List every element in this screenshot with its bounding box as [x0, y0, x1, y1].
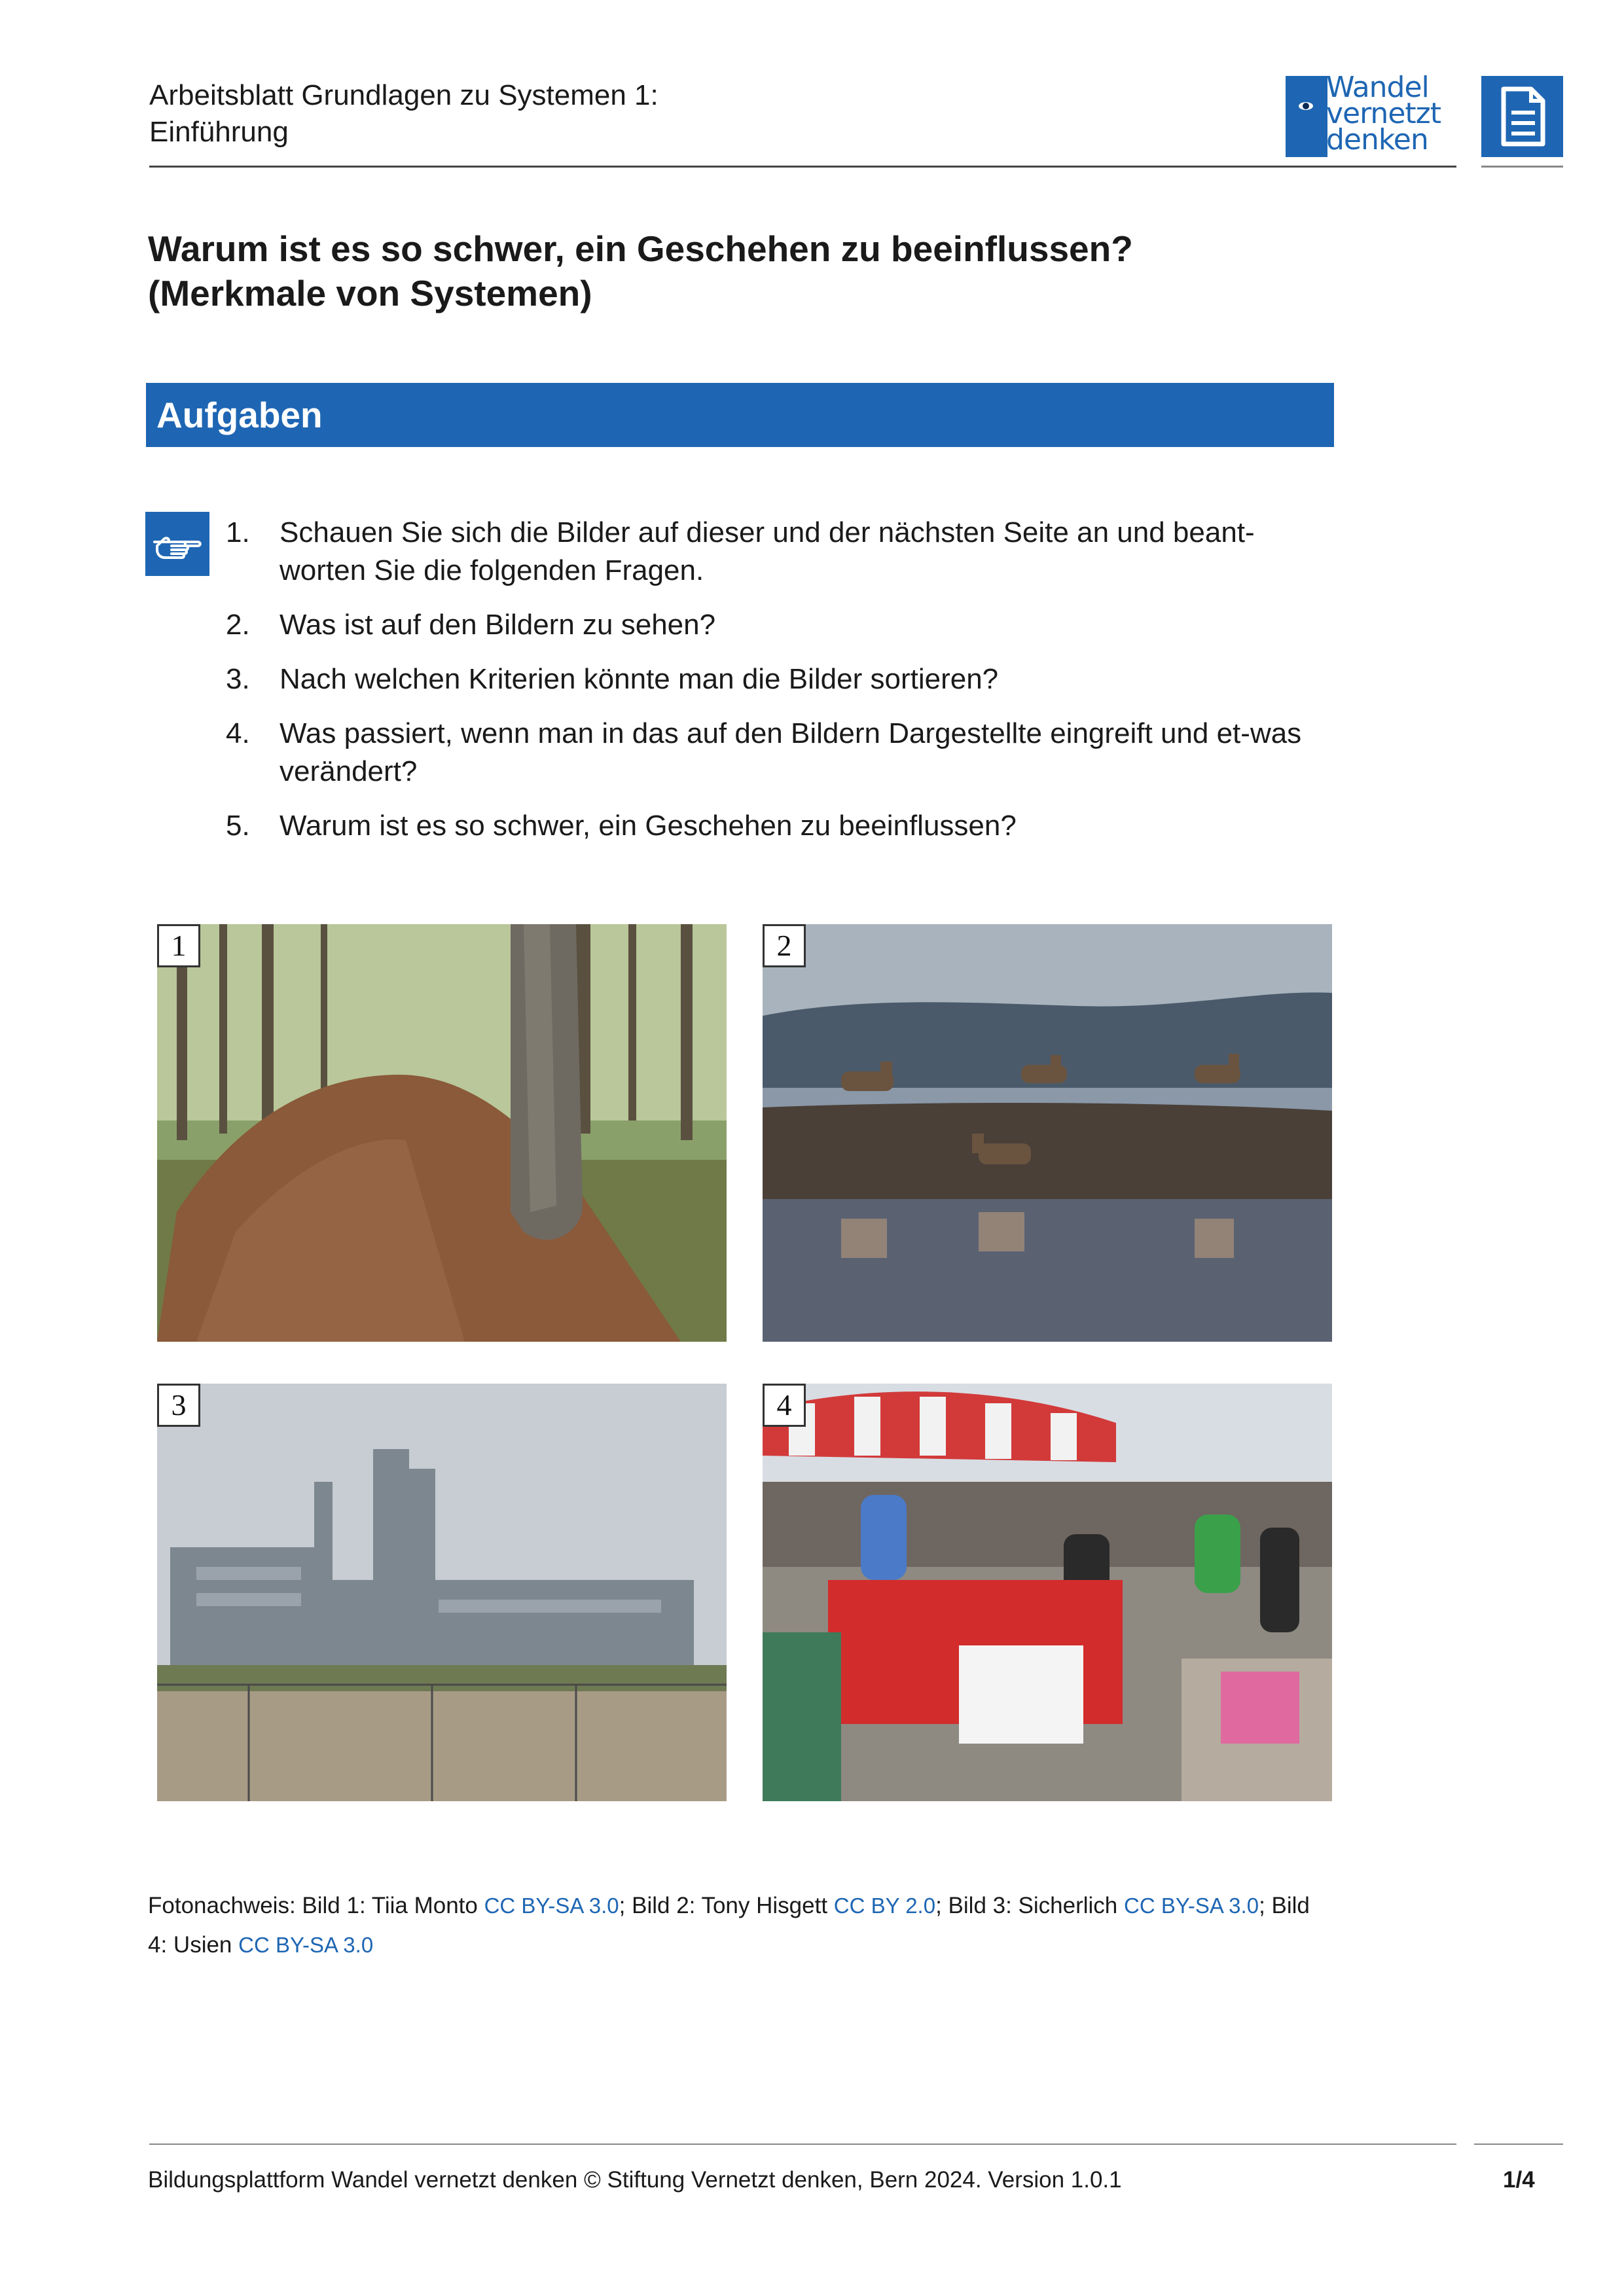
photo-label: 2	[763, 924, 806, 967]
task-item	[226, 715, 1312, 791]
task-list	[226, 514, 1312, 861]
photo-market	[763, 1384, 1332, 1801]
task-text: Was passiert, wenn man in das auf den Bildern Dargestellte eingreift und et-was verändert?	[280, 717, 1302, 787]
page-number: 1/4	[1503, 2167, 1535, 2193]
footer-divider-right	[1474, 2144, 1563, 2145]
photo-label: 4	[763, 1384, 806, 1427]
footer-divider	[149, 2144, 1456, 2145]
task-text: Warum ist es so schwer, ein Geschehen zu beeinflussen?	[280, 810, 1017, 842]
headline-line2: (Merkmale von Systemen)	[148, 273, 592, 314]
logo-text	[1326, 71, 1441, 156]
document-icon	[1481, 76, 1563, 157]
task-number: 3.	[226, 663, 250, 695]
license-link-3[interactable]: CC BY-SA 3.0	[1124, 1893, 1259, 1918]
task-text: Was ist auf den Bildern zu sehen?	[280, 609, 716, 641]
document-title-line1: Arbeitsblatt Grundlagen zu Systemen 1:	[149, 79, 659, 111]
task-text: Schauen Sie sich die Bilder auf dieser und der nächsten Seite an und beant-worten Sie die folgenden Fragen.	[280, 516, 1255, 586]
pointing-hand-icon	[145, 512, 209, 576]
credits-prefix: Fotonachweis: Bild 1: Tiia Monto	[148, 1893, 484, 1918]
document-title-line2: Einführung	[149, 116, 289, 148]
task-item	[226, 514, 1312, 590]
document-title	[149, 77, 1131, 151]
eye-icon	[1299, 102, 1313, 110]
header-divider	[149, 166, 1456, 168]
task-item	[226, 660, 1312, 698]
photo-factory	[157, 1384, 727, 1801]
photo-label: 3	[157, 1384, 200, 1427]
footer-text: Bildungsplattform Wandel vernetzt denken © Stiftung Vernetzt denken, Bern 2024. Version 1.0.1	[148, 2167, 1122, 2193]
task-text: Nach welchen Kriterien könnte man die Bilder sortieren?	[280, 663, 999, 695]
task-item	[226, 606, 1312, 644]
logo-line3: denken	[1326, 123, 1428, 156]
logo-line1: Wandel	[1326, 71, 1429, 104]
photo-anthill	[157, 924, 727, 1342]
task-number: 4.	[226, 717, 250, 749]
logo-line2: vernetzt	[1326, 97, 1441, 130]
license-link-2[interactable]: CC BY 2.0	[833, 1893, 936, 1918]
task-item	[226, 807, 1312, 845]
section-header	[146, 383, 1334, 447]
logo-bar	[1286, 76, 1327, 157]
section-title: Aufgaben	[156, 395, 323, 435]
credits-part2: ; Bild 2: Tony Hisgett	[619, 1893, 834, 1918]
page-headline	[148, 226, 1392, 315]
task-number: 5.	[226, 810, 250, 842]
photo-credits	[148, 1886, 1313, 1965]
credits-part4: ; Bild 4: Usien	[148, 1893, 1310, 1958]
credits-part3: ; Bild 3: Sicherlich	[935, 1893, 1124, 1918]
brand-logo	[1286, 71, 1468, 157]
license-link-1[interactable]: CC BY-SA 3.0	[484, 1893, 619, 1918]
photo-label: 1	[157, 924, 200, 967]
headline-line1: Warum ist es so schwer, ein Geschehen zu beeinflussen?	[148, 228, 1133, 269]
task-number: 2.	[226, 609, 250, 641]
header-divider-right	[1481, 166, 1563, 168]
photo-elk	[763, 924, 1332, 1342]
license-link-4[interactable]: CC BY-SA 3.0	[238, 1933, 374, 1957]
task-number: 1.	[226, 516, 250, 548]
